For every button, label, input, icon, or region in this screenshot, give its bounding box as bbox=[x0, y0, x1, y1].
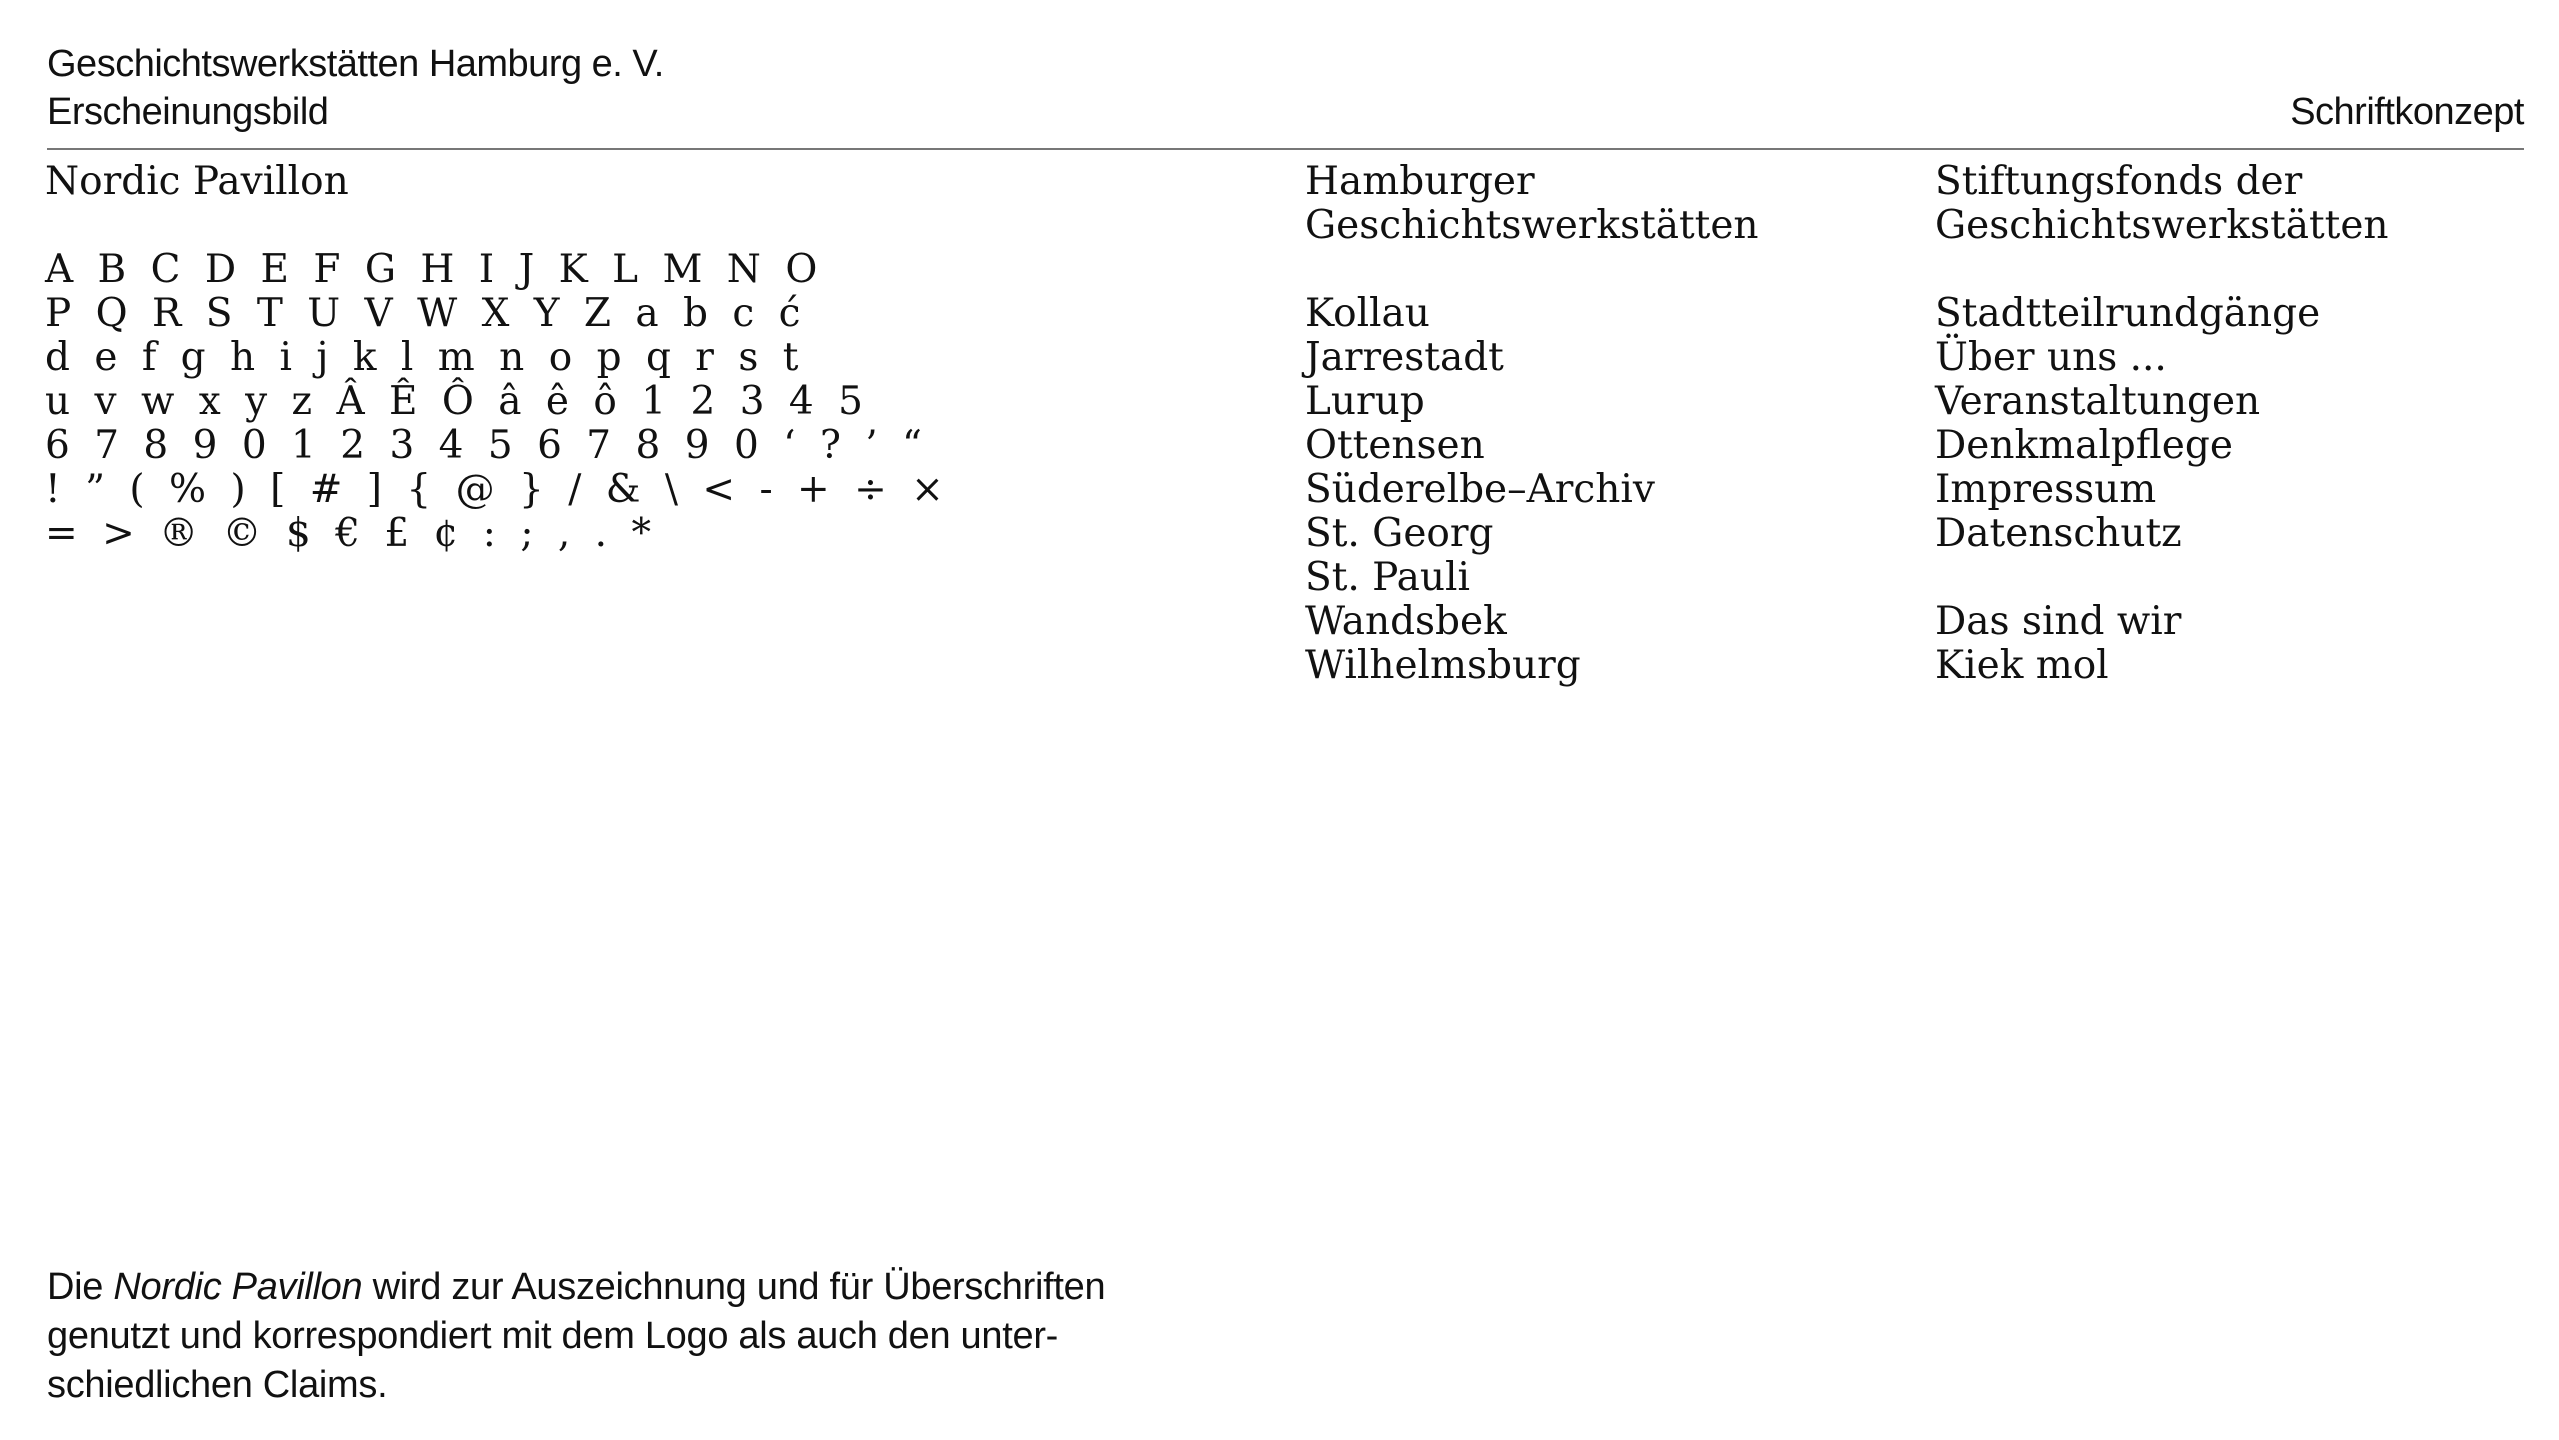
glyph-set bbox=[45, 248, 1245, 556]
specimen-font-name: Nordic Pavillon bbox=[45, 159, 349, 204]
caption-line bbox=[47, 1263, 1347, 1312]
caption-font-name: Nordic Pavillon bbox=[113, 1266, 363, 1308]
caption-prefix: Die bbox=[47, 1266, 114, 1308]
document-header bbox=[47, 40, 2524, 148]
glyph-line: 6 7 8 9 0 1 2 3 4 5 6 7 8 9 0 ‘ ? ’ “ bbox=[45, 423, 928, 468]
spacer bbox=[1935, 556, 2535, 600]
caption-text bbox=[47, 1263, 1347, 1410]
header-divider bbox=[47, 148, 2524, 150]
spacer bbox=[1935, 248, 2535, 292]
list-item: Datenschutz bbox=[1935, 511, 2182, 556]
list-item: Süderelbe–Archiv bbox=[1305, 467, 1655, 512]
list-item: Lurup bbox=[1305, 379, 1425, 424]
caption-line: genutzt und korrespondiert mit dem Logo als auch den unter- bbox=[47, 1315, 1059, 1357]
spacer bbox=[1305, 248, 1905, 292]
column-heading-line: Geschichtswerkstätten bbox=[1935, 203, 2389, 248]
column-heading-line: Geschichtswerkstätten bbox=[1305, 203, 1759, 248]
list-item: Impressum bbox=[1935, 467, 2157, 512]
list-item: Über uns ... bbox=[1935, 335, 2167, 380]
column-heading-line: Hamburger bbox=[1305, 159, 1535, 204]
glyph-line: u v w x y z Â Ê Ô â ê ô 1 2 3 4 5 bbox=[45, 379, 869, 424]
column-heading-line: Stiftungsfonds der bbox=[1935, 159, 2303, 204]
list-item: Wilhelmsburg bbox=[1305, 643, 1581, 688]
list-item: Kollau bbox=[1305, 291, 1430, 336]
list-item: Ottensen bbox=[1305, 423, 1485, 468]
list-item: Denkmalpflege bbox=[1935, 423, 2233, 468]
caption-suffix: wird zur Auszeichnung und für Überschriften bbox=[362, 1266, 1106, 1308]
glyph-line: P Q R S T U V W X Y Z a b c ć bbox=[45, 291, 807, 336]
example-column-stiftungsfonds bbox=[1935, 160, 2535, 688]
list-item: Wandsbek bbox=[1305, 599, 1507, 644]
glyph-line: d e f g h i j k l m n o p q r s t bbox=[45, 335, 805, 380]
list-item: St. Pauli bbox=[1305, 555, 1470, 600]
document-subtitle: Erscheinungsbild bbox=[47, 91, 329, 133]
list-item: Das sind wir bbox=[1935, 599, 2182, 644]
glyph-line: A B C D E F G H I J K L M N O bbox=[45, 247, 824, 292]
caption-line: schiedlichen Claims. bbox=[47, 1364, 388, 1406]
glyph-line: = > ® © $ € £ ¢ : ; , . * bbox=[45, 511, 657, 556]
list-item: Stadtteilrundgänge bbox=[1935, 291, 2321, 336]
font-specimen-column bbox=[45, 160, 1245, 556]
glyph-line: ! ” ( % ) [ # ] { @ } / & \ < - + ÷ × bbox=[45, 467, 950, 512]
list-item: St. Georg bbox=[1305, 511, 1494, 556]
example-column-geschichtswerkstaetten bbox=[1305, 160, 1905, 688]
organization-name: Geschichtswerkstätten Hamburg e. V. bbox=[47, 43, 664, 85]
section-title: Schriftkonzept bbox=[2290, 91, 2524, 133]
list-item: Veranstaltungen bbox=[1935, 379, 2261, 424]
list-item: Jarrestadt bbox=[1305, 335, 1504, 380]
list-item: Kiek mol bbox=[1935, 643, 2109, 688]
